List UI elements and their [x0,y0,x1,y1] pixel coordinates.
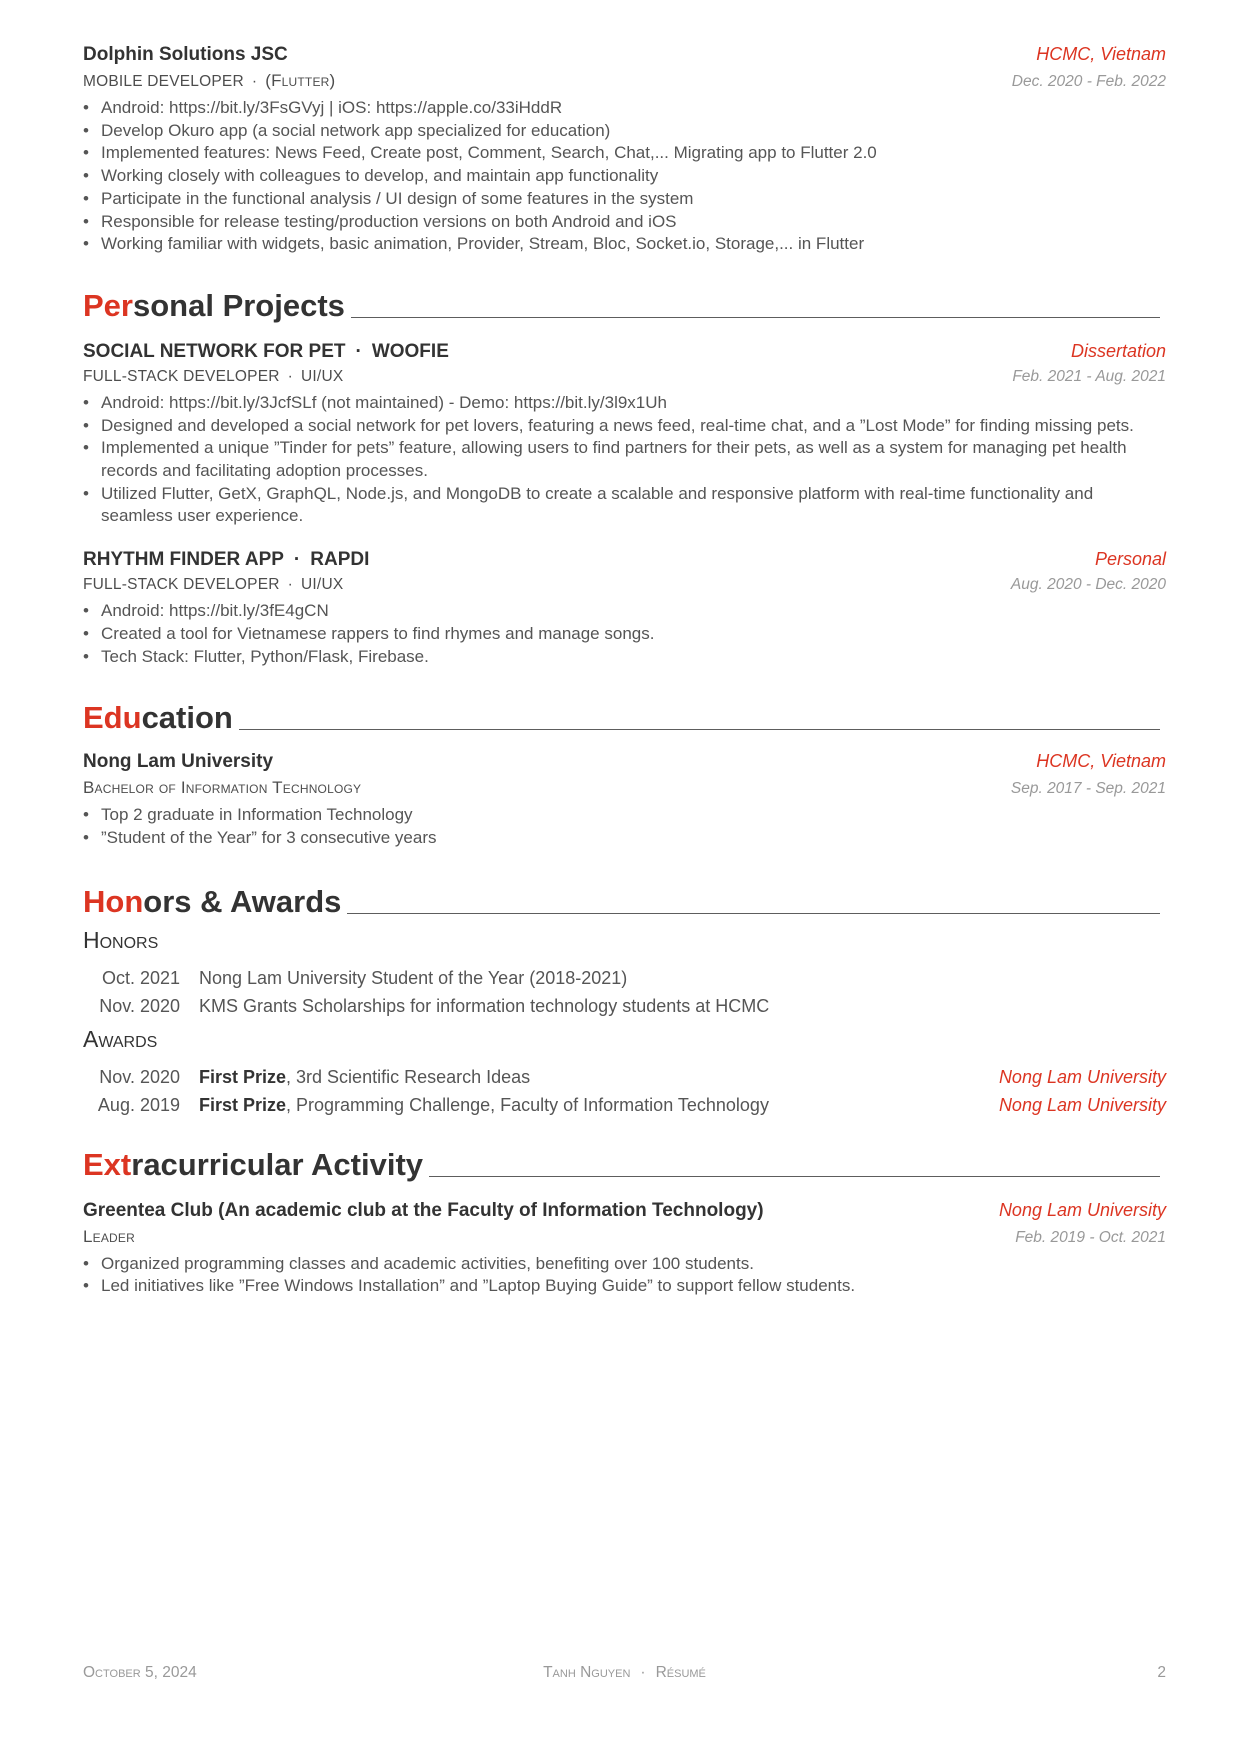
experience-entry [83,44,1166,256]
project-bullets [83,600,1166,668]
footer-page-number: 2 [1157,1664,1166,1681]
list-item: • Created a tool for Vietnamese rappers to find rhymes and manage songs. [83,623,1166,646]
list-item: • Tech Stack: Flutter, Python/Flask, Firebase. [83,646,1166,669]
section-rule [347,913,1160,914]
list-item: • Android: https://bit.ly/3fE4gCN [83,600,1166,623]
project-location: Dissertation [1070,340,1166,361]
resume-page [83,44,1166,1298]
club-name: Greentea Club (An academic club at the Faculty of Information Technology) [83,1199,764,1221]
extracurricular-entry [83,1200,1166,1298]
education-dates: Sep. 2017 - Sep. 2021 [1010,780,1166,798]
entry-role: MOBILE DEVELOPER · (Flutter) [83,71,336,90]
honor-row: Oct. 2021 Nong Lam University Student of the Year (2018-2021) [101,967,628,988]
project-role: FULL-STACK DEVELOPER · UI/UX [83,576,344,594]
club-bullets [83,1253,1166,1298]
education-entry [83,751,1166,849]
list-item: • Android: https://bit.ly/3JcfSLf (not maintained) - Demo: https://bit.ly/3l9x1Uh [83,392,1166,415]
list-item: • Android: https://bit.ly/3FsGVyj | iOS: https://apple.co/33iHddR [83,97,1166,120]
list-item: • Top 2 graduate in Information Technology [83,804,1166,827]
section-rule [429,1176,1160,1177]
entry-dates: Dec. 2020 - Feb. 2022 [1011,73,1166,90]
education-bullets [83,804,1166,849]
list-item: • Designed and developed a social network for pet lovers, featuring a news feed, real-time chat, and a ”Lost Mode” for finding missing pets. [83,415,1166,438]
award-row: Nov. 2020 First Prize, 3rd Scientific Research Ideas Nong Lam University [99,1066,1166,1087]
honors-list [83,964,1166,1020]
entry-location: HCMC, Vietnam [1036,44,1166,64]
project-name: RHYTHM FINDER APP · RAPDI [83,549,370,571]
project-entry-woofie [83,341,1166,528]
list-item: • Organized programming classes and academic activities, benefiting over 100 students. [83,1253,1166,1276]
list-item: • Utilized Flutter, GetX, GraphQL, Node.js, and MongoDB to create a scalable and responsive platform with real-time functionality and seamless user experience. [83,483,1166,528]
list-item: • Implemented features: News Feed, Create post, Comment, Search, Chat,... Migrating app to Flutter 2.0 [83,142,1166,165]
project-role: FULL-STACK DEVELOPER · UI/UX [83,367,344,385]
section-rule [239,729,1160,730]
project-dates: Feb. 2021 - Aug. 2021 [1012,367,1166,385]
section-title-projects: Personal Projects [83,290,1166,321]
section-title-extracurricular: Extracurricular Activity [83,1149,1166,1180]
project-entry-rapdi [83,549,1166,668]
project-dates: Aug. 2020 - Dec. 2020 [1010,576,1166,594]
section-title-honors: Honors & Awards [83,886,1166,917]
awards-heading: Awards [83,1025,158,1052]
project-location: Personal [1094,549,1166,570]
project-name: SOCIAL NETWORK FOR PET · WOOFIE [83,340,449,362]
list-item: • Responsible for release testing/production versions on both Android and iOS [83,211,1166,234]
project-bullets [83,392,1166,528]
list-item: • Working closely with colleagues to develop, and maintain app functionality [83,165,1166,188]
footer-date: October 5, 2024 [83,1664,197,1681]
list-item: • ”Student of the Year” for 3 consecutive years [83,827,1166,850]
list-item: • Led initiatives like ”Free Windows Installation” and ”Laptop Buying Guide” to support fellow students. [83,1275,1166,1298]
entry-bullets [83,97,1166,256]
honor-row: Nov. 2020 KMS Grants Scholarships for information technology students at HCMC [99,995,770,1016]
list-item: • Participate in the functional analysis / UI design of some features in the system [83,188,1166,211]
award-row: Aug. 2019 First Prize, Programming Challenge, Faculty of Information Technology Nong Lam University [97,1094,1166,1115]
honors-heading: Honors [83,926,159,953]
club-location: Nong Lam University [998,1199,1166,1220]
club-role: Leader [83,1226,135,1246]
section-title-education: Education [83,702,1166,733]
list-item: • Working familiar with widgets, basic animation, Provider, Stream, Bloc, Socket.io, Storage,... in Flutter [83,233,1166,256]
footer-title: Tanh Nguyen · Résumé [543,1664,706,1681]
education-degree: Bachelor of Information Technology [83,778,362,798]
section-rule [351,317,1160,318]
education-org: Nong Lam University [83,751,274,773]
page-footer [83,1664,1166,1682]
awards-list [83,1063,1166,1119]
entry-org: Dolphin Solutions JSC [83,44,288,65]
club-dates: Feb. 2019 - Oct. 2021 [1015,1228,1166,1246]
education-location: HCMC, Vietnam [1036,751,1166,772]
list-item: • Implemented a unique ”Tinder for pets” feature, allowing users to find partners for their pets, as well as a system for managing pet health records and facilitating adoption processes. [83,437,1166,482]
list-item: • Develop Okuro app (a social network app specialized for education) [83,120,1166,143]
